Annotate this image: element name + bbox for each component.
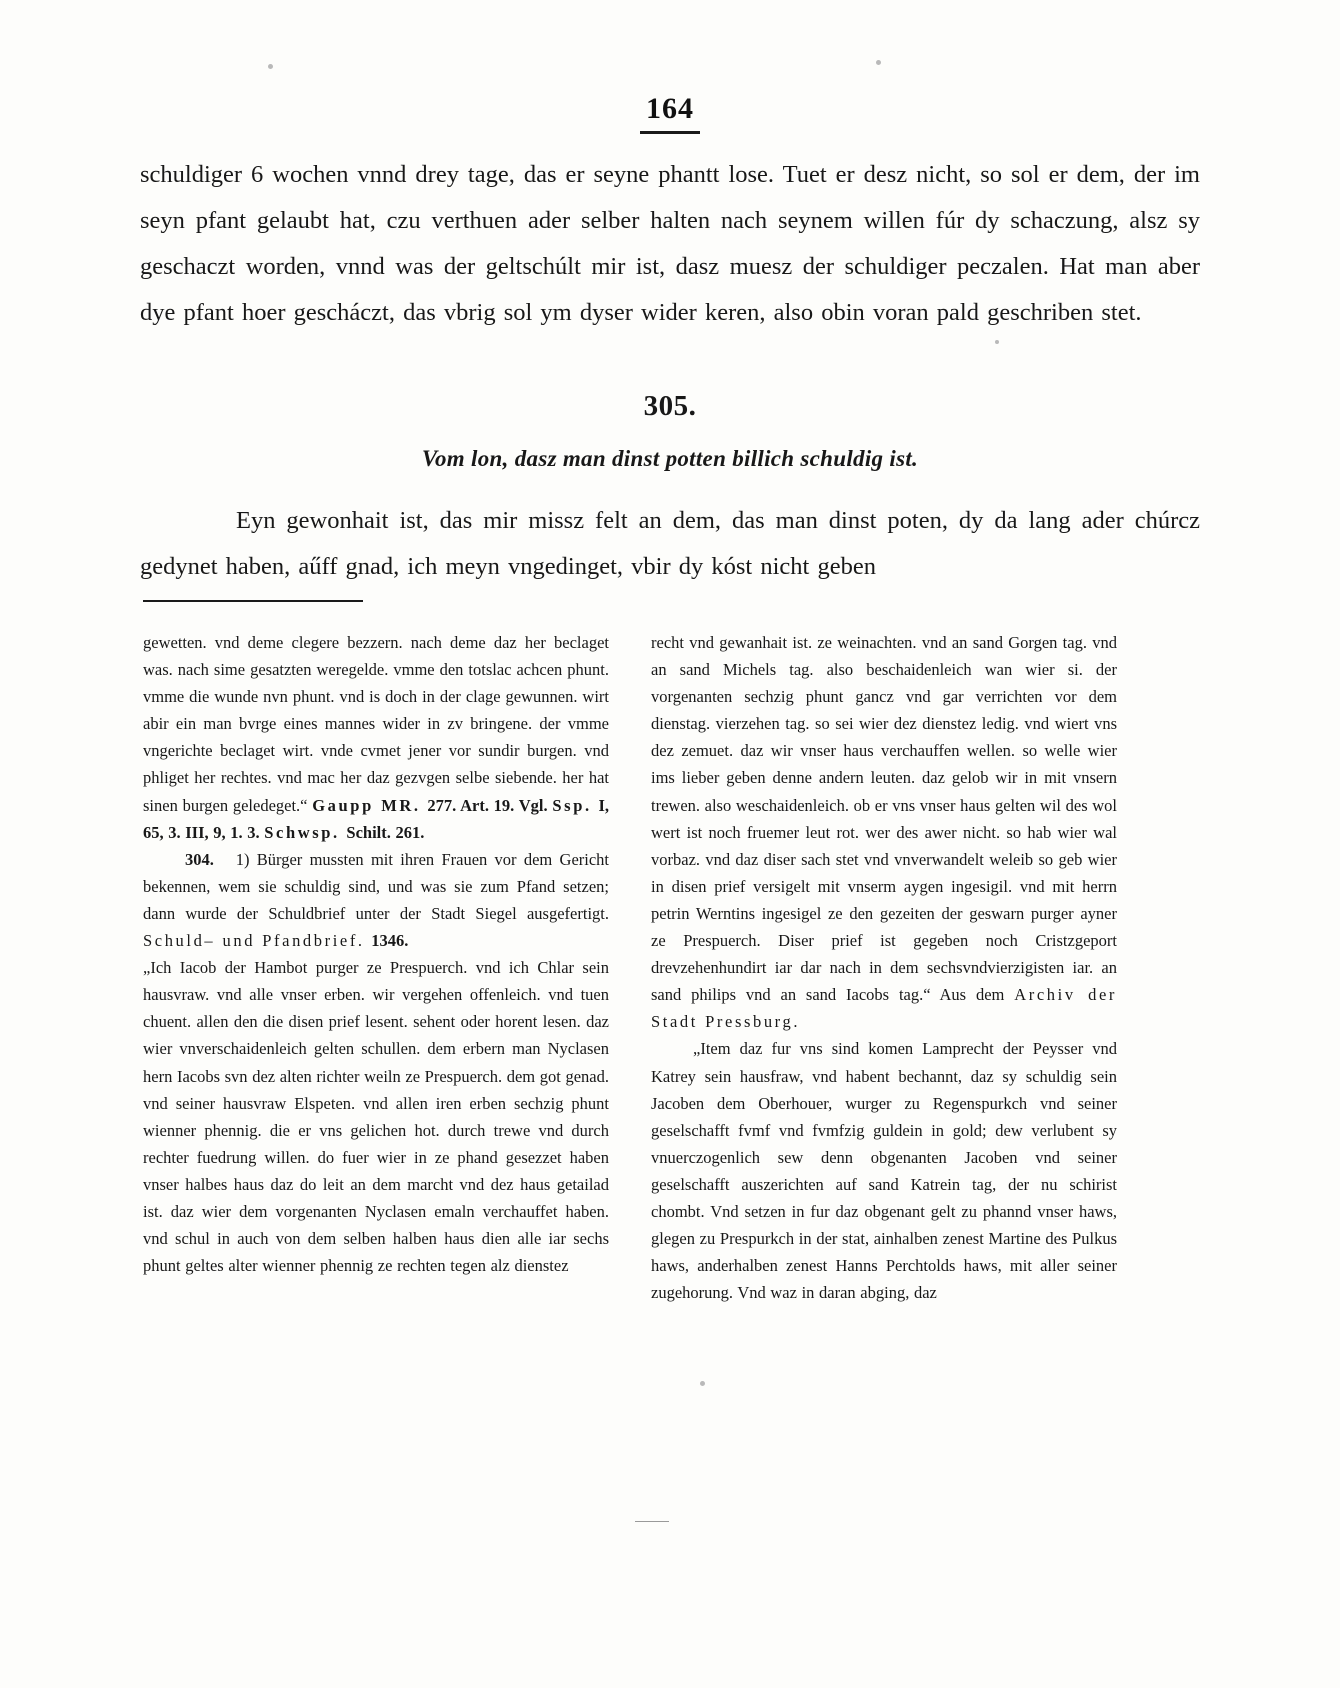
section-number-container (0, 390, 1340, 423)
page-number: 164 (640, 92, 700, 134)
footnote-charter-continued (651, 629, 1117, 1035)
section-paragraph-text: Eyn gewonhait ist, das mir missz felt an dem, das man dinst poten, dy da lang ader chúrcz gedynet haben, aűff gnad, ich meyn vngedinget, vbir dy kóst nicht geben (140, 507, 1200, 580)
footnote-column-right (651, 629, 1117, 1306)
citation-schwsp-tail: Schilt. 261. (341, 822, 425, 842)
scan-speckle-bottom (700, 1381, 705, 1386)
footnote-304-heading: Schuld– und Pfandbrief. (143, 931, 365, 951)
footnote-304-intro: 1) Bürger mussten mit ihren Frauen vor dem Gericht bekennen, wem sie schuldig sind, und was sie zum Pfand setzen; dann wurde der Schuldbrief unter der Stadt Siegel ausgefertigt. (143, 849, 610, 923)
citation-schwsp: Schwsp. (264, 822, 340, 842)
citation-ssp: Ssp. (552, 795, 592, 815)
scan-speckle-top-right (876, 60, 881, 65)
section-subtitle-container (0, 446, 1340, 472)
footnote-second-charter (651, 1035, 1117, 1306)
citation-gaupp: Gaupp MR. (312, 795, 421, 815)
scan-speckle-middle-right (995, 340, 999, 344)
footnote-second-charter-text: „Item daz fur vns sind komen Lamprecht der Peysser vnd Katrey sein hausfraw, vnd habent bechannt, daz sy schuldig sein Jacoben dem Oberhouer, wurger zu Regenspurkch vnd seiner geselschafft fvmf vnd fvmfzig guldein in gold; dew verlubent sy vnuerczogenlich sew denn obgenanten Jacoben vnd seiner geselschafft auszerichten auf sand Katrein tag, der nu schirist chombt. Vnd setzen in fur daz obgenant gelt zu phannd vnser haws, glegen zu Prespurkch in der stat, ainhalben zenest Martine des Pulkus haws, anderhalben zenest Hanns Perchtolds haws, mit aller seiner zugehorung. Vnd waz in daran abging, daz (651, 1039, 1117, 1303)
footnote-charter-text: „Ich Iacob der Hambot purger ze Prespuerch. vnd ich Chlar sein hausvraw. vnd alle vnser erben. wir vergehen offenleich. vnd tuen chuent. allen den die disen prief lesent. sehent oder horent lesen. daz wier vnverschaidenleich gelten schullen. dem erbern man Nyclasen hern Iacobs svn dez alten richter weiln ze Prespuerch. dem got genad. vnd seiner hausvraw Elspeten. vnd allen iren erben sechzig phunt wienner phennig. die er vns gelichen hot. durch trewe vnd durch rechter fuedrung willen. do fuer wier in ze phand gesezzet haben vnser halbes haus daz do leit an dem marcht vnd dez haus getailad ist. daz wier dem vorgenanten Nyclasen emaln verchauffet haben. vnd schul in auch von dem selben halben haus dien alle iar sechs phunt geltes alter wienner phennig ze rechten tegen alz dienstez (143, 958, 609, 1276)
footnote-continued-note (143, 629, 609, 846)
section-paragraph (140, 498, 1200, 590)
footnote-continued-text: gewetten. vnd deme clegere bezzern. nach deme daz her beclaget was. nach sime gesatzten weregelde. vmme den totslac achcen phunt. vmme die wunde nvn phunt. vnd is doch in der clage gewunnen. wirt abir ein man bvrge eines mannes wider in zv bringene. der vmme vngerichte beclaget wirt. vnde cvmet jener vor sundir burgen. vnd phliget her rechtes. vnd mac her daz gezvgen selbe siebende. her hat sinen burgen geledeget.“ (143, 633, 609, 815)
body-paragraph-continued: schuldiger 6 wochen vnnd drey tage, das er seyne phantt lose. Tuet er desz nicht, so sol er dem, der im seyn pfant gelaubt hat, czu verthuen ader selber halten nach seynem willen fúr dy schaczung, alsz sy geschaczt worden, vnnd was der geltschúlt mir ist, dasz muesz der schuldiger peczalen. Hat man aber dye pfant hoer gescháczt, das vbrig sol ym dyser wider keren, also obin voran pald geschriben stet. (140, 161, 1200, 326)
footnote-number-304: 304. (185, 849, 214, 869)
citation-gaupp-tail: 277. Art. 19. Vgl. (422, 795, 553, 815)
section-number: 305. (643, 390, 697, 422)
scan-speckle-top-left (268, 64, 273, 69)
footnote-charter-continued-text: recht vnd gewanhait ist. ze weinachten. vnd an sand Gorgen tag. vnd an sand Michels tag. also beschaidenleich wan wier si. der vorgenanten sechzig phunt gancz vnd gar verrichten vor dem dienstag. vierzehen tag. so sei wier dez dienstez ledig. vnd wiert vns dez zemuet. daz wir vnser haus verchauffen wellen. so welle wier ims lieber geben denne andern leuten. daz gelob wir in mit vnsern trewen. also weschaidenleich. ob er vns vnser haus gelten wil des wol wert ist noch fruemer leut rot. wer des awer nicht. so hab wier wal vorbaz. vnd daz diser sach stet vnd vnverwandelt weleib so geb wier in disen prief versigelt mit vnserm aygen ingesigil. vnd mit herrn petrin Werntins ingesigel ze den gezeiten der geswarn purger ayner ze Prespuerch. Diser prief ist gegeben noch Cristzgeport drevzehenhundirt iar dar nach in dem sechsvndvierzigisten iar. an sand philips vnd an sand Iacobs tag.“ Aus dem (651, 633, 1117, 1005)
footnote-columns (143, 629, 1199, 1306)
section-subtitle: Vom lon, dasz man dinst potten billich schuldig ist. (421, 446, 919, 471)
page-header (0, 92, 1340, 134)
section-body-block (140, 498, 1200, 590)
footnote-column-left (143, 629, 609, 1306)
citation-archiv-pressburg: Archiv der Stadt Pressburg. (651, 985, 1117, 1032)
citation-ssp-tail: I, 65, 3. III, 9, 1. 3. (143, 795, 609, 842)
footnote-separator-rule (143, 600, 363, 602)
body-text-block (140, 152, 1200, 336)
bottom-page-rule (635, 1521, 669, 1522)
footnote-304-date: 1346. (366, 931, 409, 951)
footnote-note-304 (143, 846, 609, 954)
